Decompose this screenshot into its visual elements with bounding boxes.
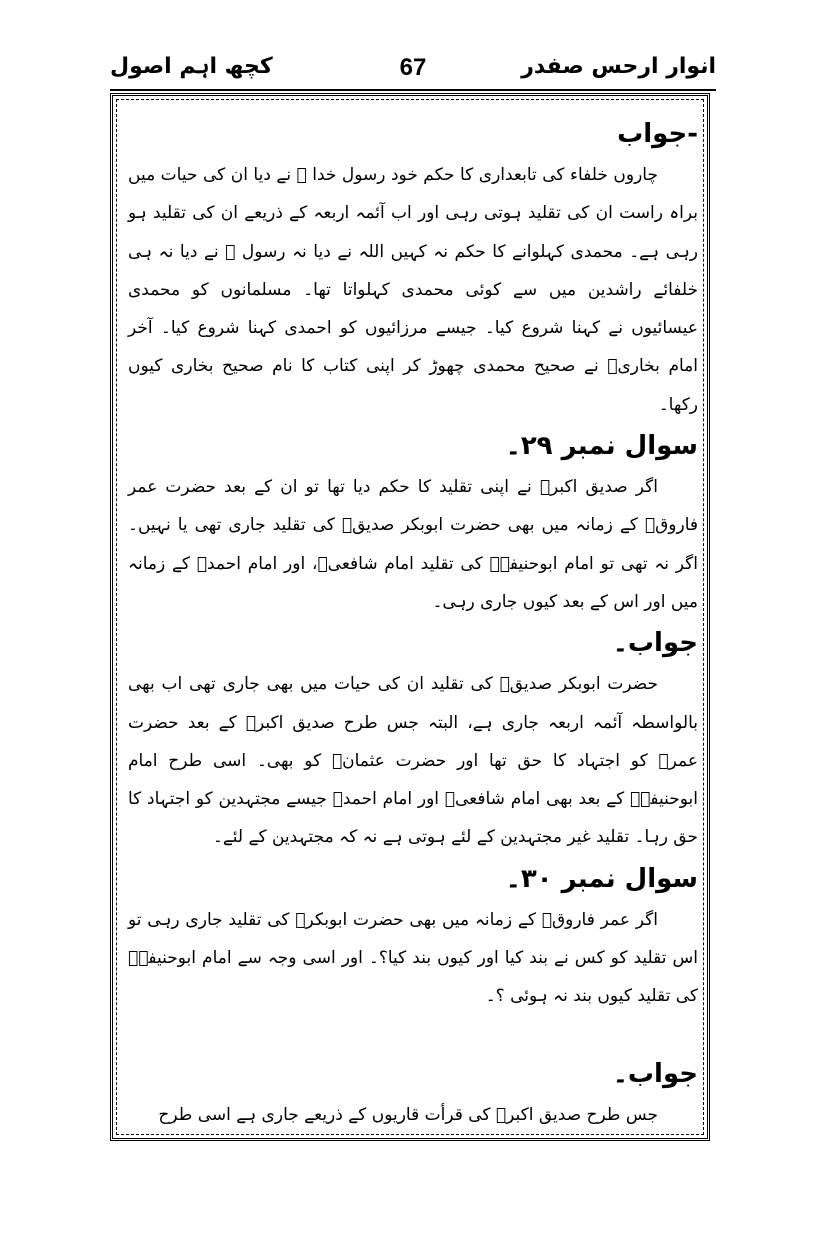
question-30-paragraph: اگر عمر فاروقؓ کے زمانہ میں بھی حضرت ابوبکرؓ کی تقلید جاری رہی تو اس تقلید کو کس نے بند کیا اور کیوں بند کیا؟۔ اور اسی وجہ سے امام ابوحنیفہؒ کی تقلید کیوں بند نہ ہوئی ؟۔ — [128, 909, 698, 1007]
page-header — [110, 54, 716, 94]
header-rule — [110, 89, 716, 91]
page-content — [128, 112, 698, 1134]
page-number: 67 — [399, 54, 427, 81]
answer-paragraph: حضرت ابوبکر صدیقؓ کی تقلید ان کی حیات میں بھی جاری تھی اب بھی بالواسطہ آئمہ اربعہ جاری ہے، البتہ جس طرح صدیق اکبرؓ کے بعد حضرت عمرؓ کو اجتہاد کا حق تھا اور حضرت عثمانؓ کو بھی۔ اسی طرح امام ابوحنیفہؒ کے بعد بھی امام شافعیؒ اور امام احمدؒ جیسے مجتہدین کو اجتہاد کا حق رہا۔ تقلید غیر مجتہدین کے لئے ہوتی ہے نہ کہ مجتہدین کے لئے۔ — [128, 674, 698, 848]
question-29-paragraph: اگر صدیق اکبرؓ نے اپنی تقلید کا حکم دیا تھا تو ان کے بعد حضرت عمر فاروقؓ کے زمانہ میں بھی حضرت ابوبکر صدیقؓ کی تقلید جاری تھی یا نہیں۔ اگر نہ تھی تو امام ابوحنیفہؒ کی تقلید امام شافعیؒ، اور امام احمدؒ کے زمانہ میں اور اس کے بعد کیوں جاری رہی۔ — [128, 477, 698, 612]
answer-heading: جواب۔ — [612, 628, 698, 659]
question-30-heading: سوال نمبر ۳۰۔ — [505, 863, 698, 894]
book-title: انوار ارحس صفدر — [521, 54, 716, 79]
chapter-title: کچھ اہم اصول — [110, 54, 273, 79]
spacer — [128, 1016, 698, 1052]
answer-heading: جواب۔ — [612, 1058, 698, 1089]
question-29-heading: سوال نمبر ۲۹۔ — [505, 431, 698, 462]
answer-paragraph: جس طرح صدیق اکبرؓ کی قرأت قاریوں کے ذریعے جاری ہے اسی طرح — [158, 1104, 658, 1125]
answer-heading: -جواب — [617, 119, 698, 149]
answer-paragraph: چاروں خلفاء کی تابعداری کا حکم خود رسول خدا ﷺ نے دیا ان کی حیات میں براہ راست ان کی تقلید ہوتی رہی اور اب آئمہ اربعہ کے ذریعے ان کی تقلید ہو رہی ہے۔ محمدی کہلوانے کا حکم نہ کہیں اللہ نے دیا نہ رسول ﷺ نے دیا نہ ہی خلفائے راشدین میں سے کوئی محمدی کہلواتا تھا۔ مسلمانوں کو محمدی عیسائیوں نے کہنا شروع کیا۔ جیسے مرزائیوں کو احمدی کہنا شروع کیا۔ آخر امام بخاریؒ نے صحیح محمدی چھوڑ کر اپنی کتاب کا نام صحیح بخاری کیوں رکھا۔ — [128, 165, 698, 415]
